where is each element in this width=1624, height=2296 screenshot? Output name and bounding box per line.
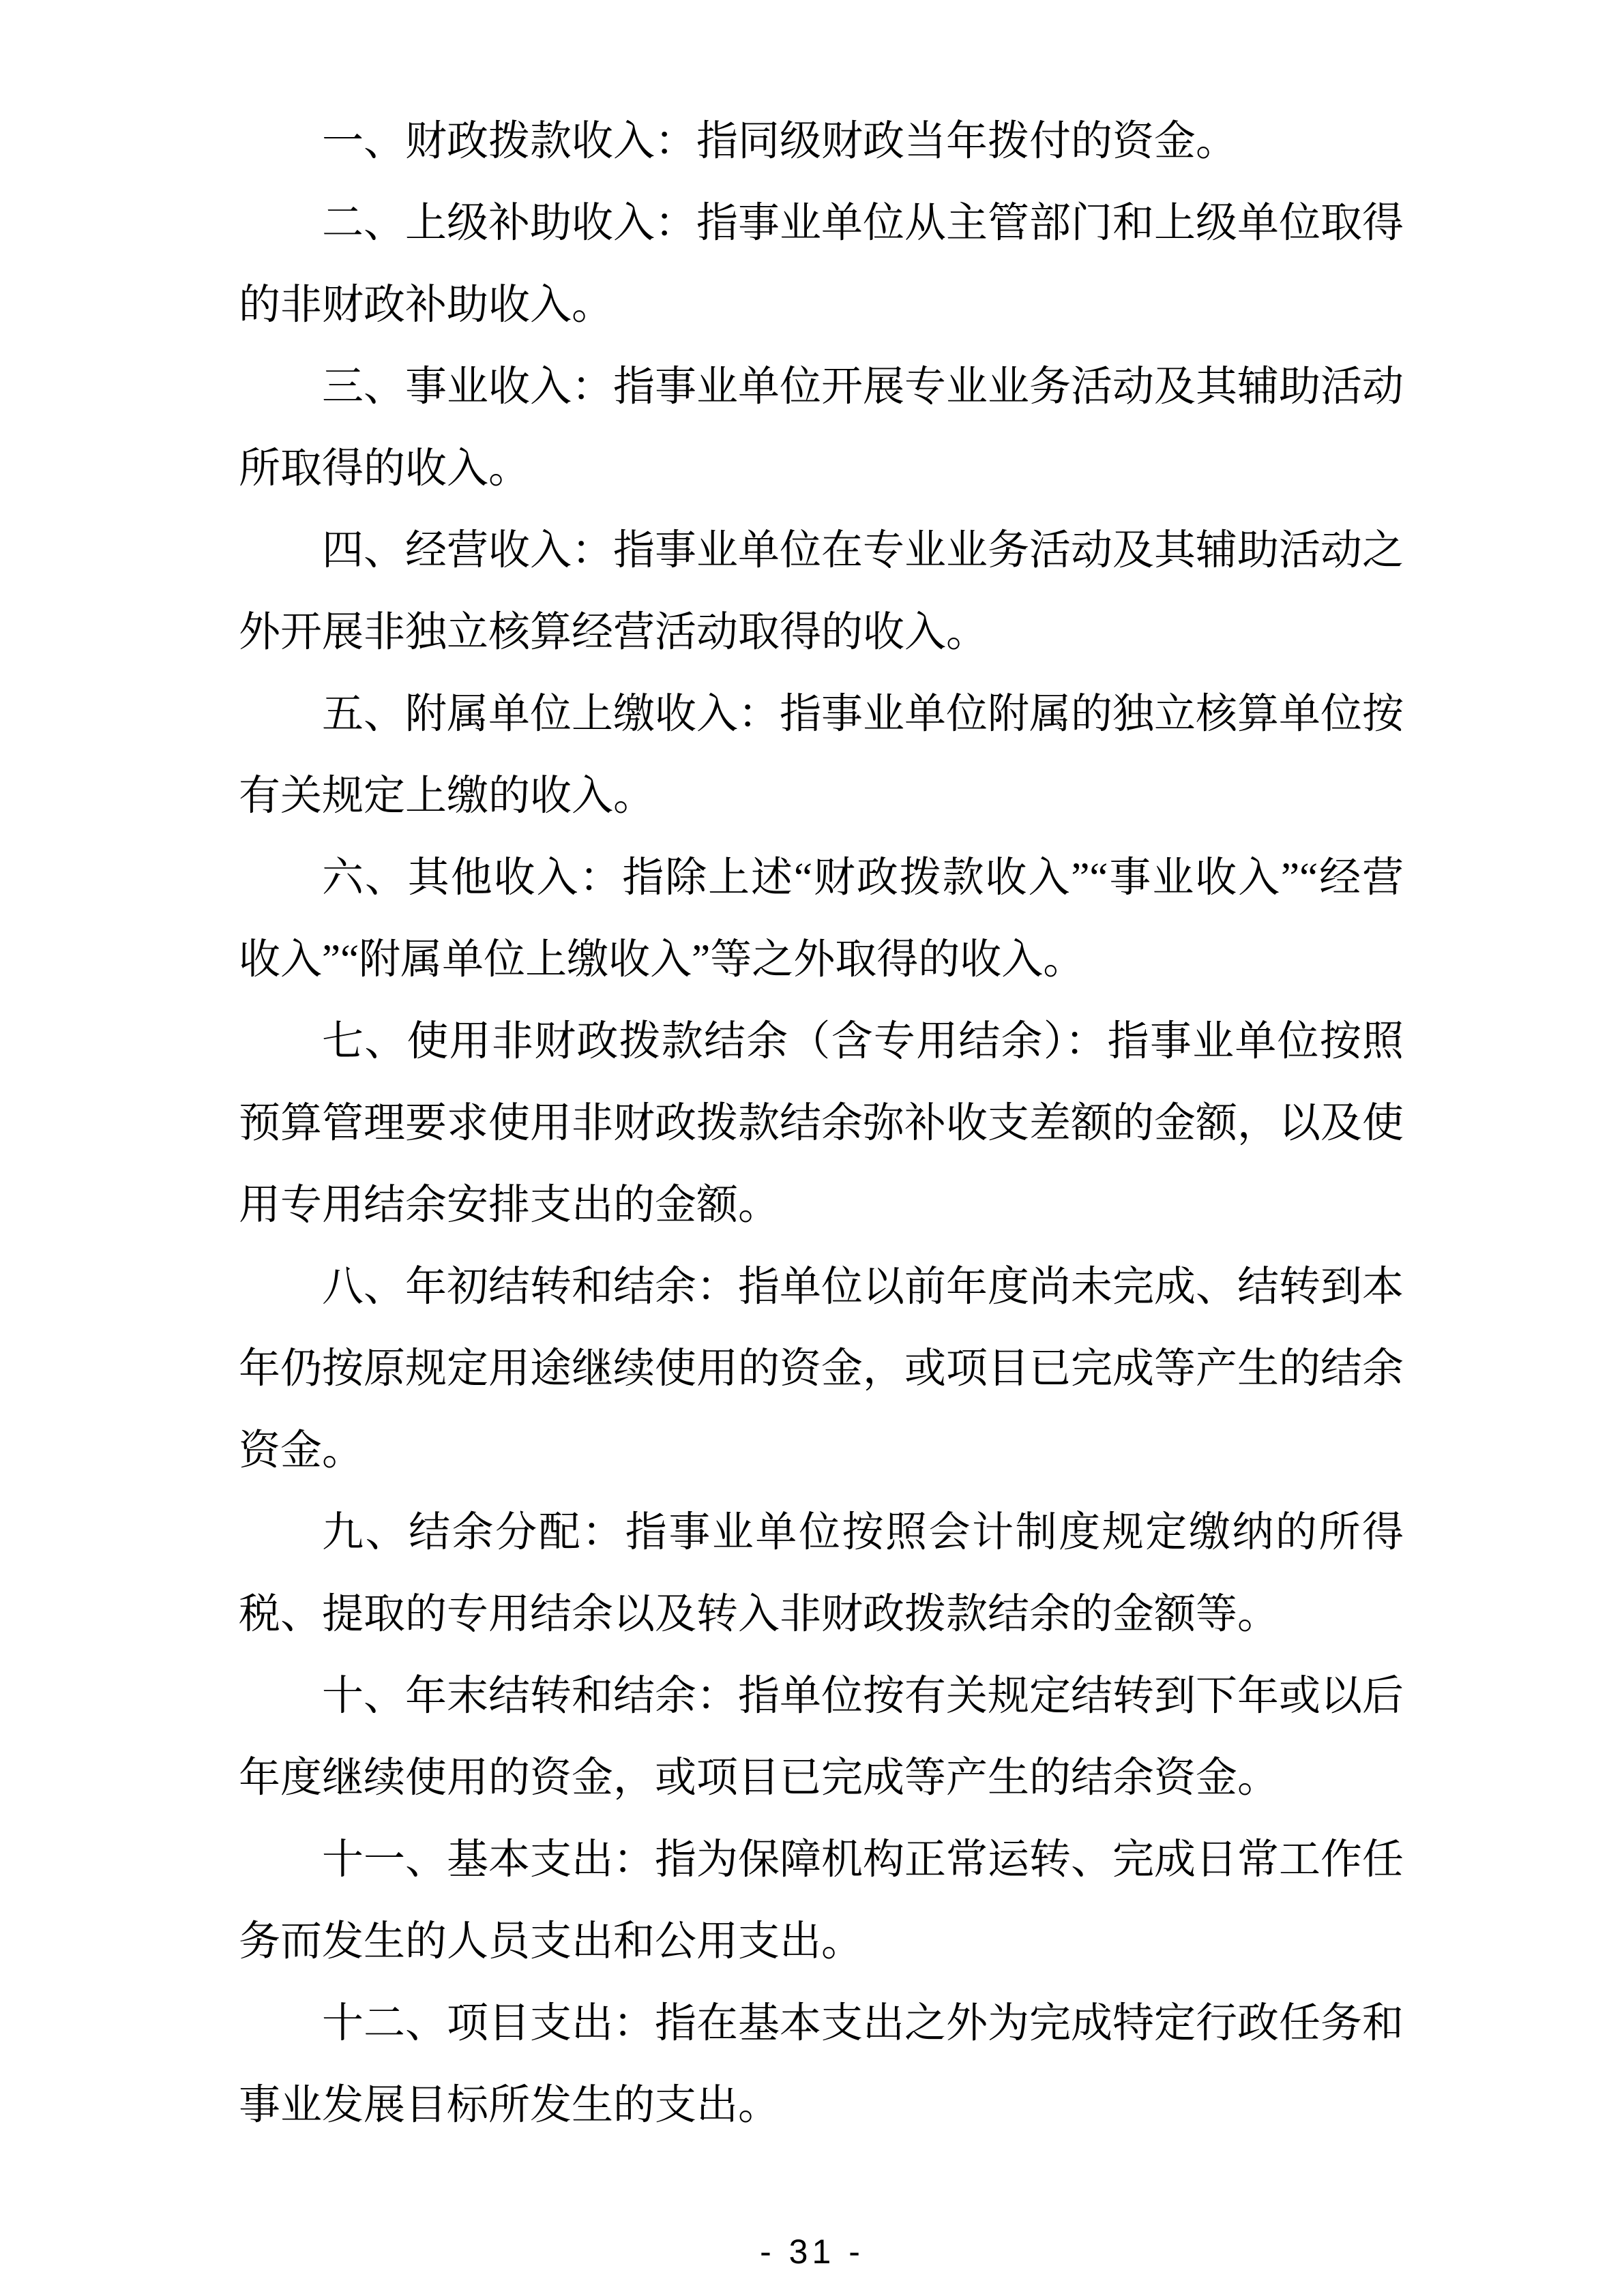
document-body xyxy=(239,101,1404,2147)
paragraph-year-end-carryover: 十、年末结转和结余：指单位按有关规定结转到下年或以后年度继续使用的资金，或项目已完成等产生的结余资金。 xyxy=(239,1673,1404,1801)
paragraph-fiscal-appropriation-income: 一、财政拨款收入：指同级财政当年拨付的资金。 xyxy=(322,119,1238,164)
paragraph-non-fiscal-carryover-use: 七、使用非财政拨款结余（含专用结余）：指事业单位按照预算管理要求使用非财政拨款结余弥补收支差额的金额，以及使用专用结余安排支出的金额。 xyxy=(239,1019,1404,1228)
paragraph-beginning-year-carryover: 八、年初结转和结余：指单位以前年度尚未完成、结转到本年仍按原规定用途继续使用的资金，或项目已完成等产生的结余资金。 xyxy=(239,1264,1404,1474)
paragraph-operational-income: 三、事业收入：指事业单位开展专业业务活动及其辅助活动所取得的收入。 xyxy=(239,364,1404,492)
paragraph-superior-subsidy-income: 二、上级补助收入：指事业单位从主管部门和上级单位取得的非财政补助收入。 xyxy=(239,200,1404,328)
paragraph-project-expenditure: 十二、项目支出：指在基本支出之外为完成特定行政任务和事业发展目标所发生的支出。 xyxy=(239,2001,1404,2128)
paragraph-business-income: 四、经营收入：指事业单位在专业业务活动及其辅助活动之外开展非独立核算经营活动取得的收入。 xyxy=(239,528,1404,655)
page-number: - 31 - xyxy=(760,2233,864,2271)
paragraph-affiliated-unit-income: 五、附属单位上缴收入：指事业单位附属的独立核算单位按有关规定上缴的收入。 xyxy=(239,691,1404,819)
paragraph-surplus-distribution: 九、结余分配：指事业单位按照会计制度规定缴纳的所得税、提取的专用结余以及转入非财政拨款结余的金额等。 xyxy=(239,1510,1404,1637)
page-footer xyxy=(0,2232,1624,2271)
paragraph-other-income: 六、其他收入：指除上述“财政拨款收入”“事业收入”“经营收入”“附属单位上缴收入”等之外取得的收入。 xyxy=(239,855,1404,983)
paragraph-basic-expenditure: 十一、基本支出：指为保障机构正常运转、完成日常工作任务而发生的人员支出和公用支出。 xyxy=(239,1837,1404,1965)
